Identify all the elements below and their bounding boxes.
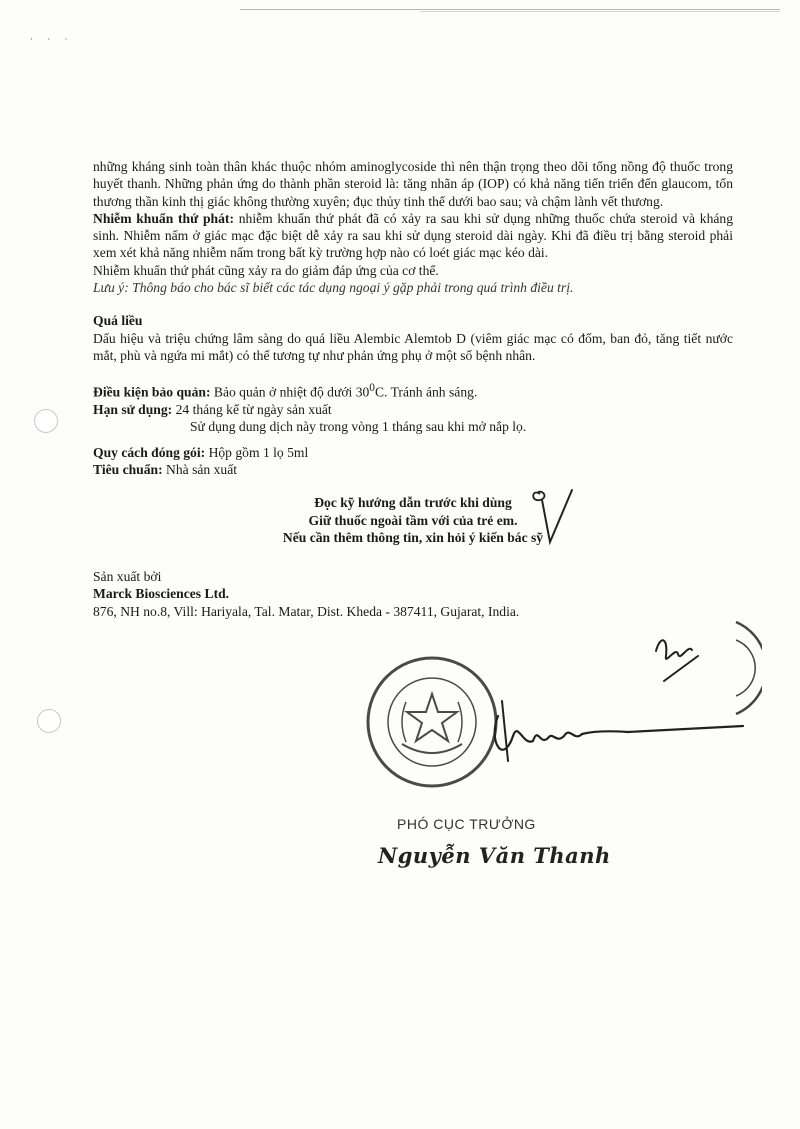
standard-text: Nhà sản xuất [162, 461, 238, 477]
signatory-title: PHÓ CỤC TRƯỞNG [397, 816, 536, 832]
signatory-name: Nguyễn Văn Thanh [378, 843, 611, 868]
overdose-heading: Quá liều [93, 313, 143, 329]
expiry-line [93, 401, 733, 418]
scan-top-line [240, 9, 780, 10]
manufacturer-name: Marck Biosciences Ltd. [93, 586, 230, 602]
approval-check-mark [528, 484, 578, 548]
edge-stamp-fragment [722, 618, 762, 718]
punch-hole-top [34, 409, 58, 433]
punch-hole-bottom [37, 709, 61, 733]
packaging-text: Hộp gồm 1 lọ 5ml [205, 444, 309, 460]
manufacturer-address: 876, NH no.8, Vill: Hariyala, Tal. Matar, Dist. Kheda - 387411, Gujarat, India. [93, 603, 520, 619]
warning-block [93, 494, 733, 546]
storage-text: Bảo quản ở nhiệt độ dưới 30 [210, 384, 370, 400]
reduced-response-paragraph: Nhiễm khuẩn thứ phát cũng xảy ra do giảm đáp ứng của cơ thể. [93, 262, 439, 278]
storage-line [93, 380, 733, 401]
scan-top-line-secondary [420, 11, 780, 12]
secondary-infection-text: nhiễm khuẩn thứ phát đã có xảy ra sau khi sử dụng những thuốc chứa steroid và kháng sinh. Nhiễm nấm ở giác mạc đặc biệt dễ xảy ra sau khi sử dụng steroid dài ngày. Khi đã điều trị bằng steroid phải xem xét khả năng nhiễm nấm trong bất kỳ trường hợp nào có loét giác mạc kéo dài. [93, 210, 733, 261]
note-paragraph: Lưu ý: Thông báo cho bác sĩ biết các tác dụng ngoại ý gặp phải trong quá trình điều trị. [93, 280, 574, 296]
secondary-infection-paragraph [93, 210, 733, 262]
expiry-text: 24 tháng kể từ ngày sản xuất [172, 402, 332, 418]
packaging-line [93, 444, 733, 461]
overdose-text: Dấu hiệu và triệu chứng lâm sàng do quá liều Alembic Alemtob D (viêm giác mạc có đốm, ban đỏ, tăng tiết nước mắt, phù và ngứa mi mắt) có thể tương tự như phản ứng phụ ở một số bệnh nhân. [93, 330, 733, 363]
initials-mark [648, 626, 708, 686]
storage-text-after: C. Tránh ánh sáng. [374, 384, 478, 400]
storage-label: Điều kiện bảo quản: [93, 384, 211, 400]
manufacturer-label: Sản xuất bởi [93, 569, 162, 585]
warning-read-instructions: Đọc kỹ hướng dẫn trước khi dùng [314, 495, 512, 511]
warning-keep-from-children: Giữ thuốc ngoài tầm với của trẻ em. [308, 512, 518, 528]
warning-ask-doctor: Nếu cần thêm thông tin, xin hỏi ý kiến bác sỹ [282, 529, 544, 545]
secondary-infection-label: Nhiễm khuẩn thứ phát: [93, 210, 234, 226]
handwritten-signature [478, 696, 748, 766]
standard-label: Tiêu chuẩn: [93, 461, 163, 477]
adverse-effects-paragraph: những kháng sinh toàn thân khác thuộc nhóm aminoglycoside thì nên thận trọng theo dõi tổng nồng độ thuốc trong huyết thanh. Những phản ứng do thành phần steroid là: tăng nhãn áp (IOP) có khả năng tiến triển đến glaucom, tổn thương thần kinh thị giác không thường xuyên; đục thủy tinh thể dưới bao sau; và chậm lành vết thương. [93, 159, 733, 209]
expiry-label: Hạn sử dụng: [93, 402, 173, 418]
document-body [93, 158, 733, 620]
standard-line [93, 461, 733, 478]
storage-degree: 0 [369, 382, 375, 395]
scan-specks: · · · [30, 34, 74, 44]
expiry-after-opening: Sử dụng dung dịch này trong vòng 1 tháng sau khi mở nắp lọ. [190, 419, 527, 435]
packaging-label: Quy cách đóng gói: [93, 444, 206, 460]
